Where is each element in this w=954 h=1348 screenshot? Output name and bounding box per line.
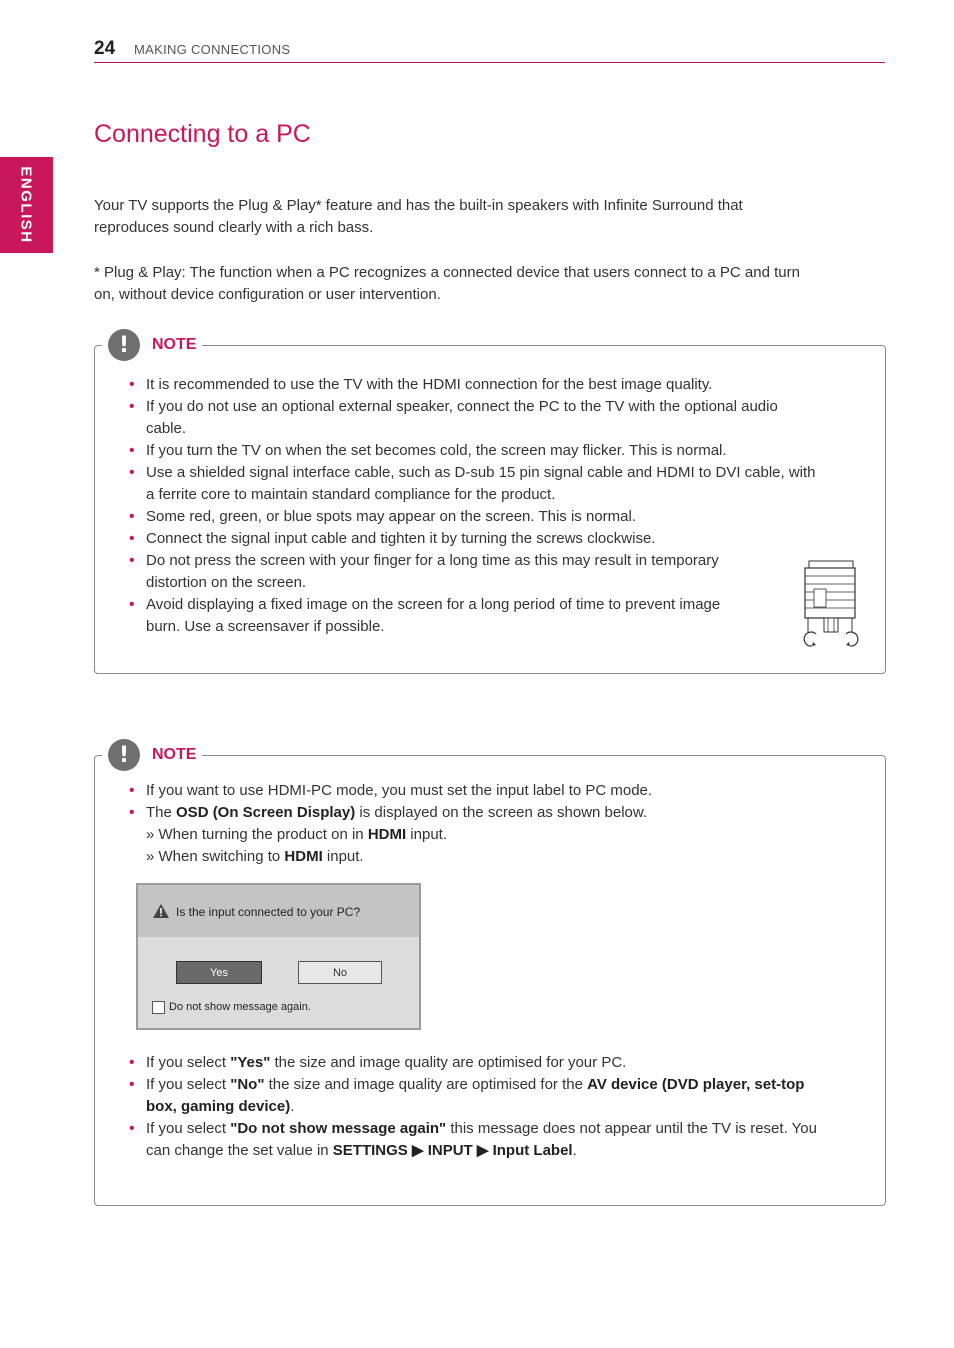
list-item [120, 440, 870, 462]
note-2-list-top [120, 780, 880, 868]
list-item-line: • It is recommended to use the TV with the HDMI connection for the best image quality. [146, 376, 713, 393]
exclamation-icon: ! [108, 329, 140, 361]
header-divider [94, 62, 885, 63]
exclamation-icon: ! [108, 739, 140, 771]
list-item-line: • Connect the signal input cable and tighten it by turning the screws clockwise. [146, 530, 656, 547]
list-item [120, 396, 870, 440]
note-label: NOTE [152, 746, 197, 763]
footnote-line: on, without device configuration or user intervention. [94, 286, 441, 303]
list-item [120, 374, 870, 396]
list-item-line: • Avoid displaying a fixed image on the screen for a long period of time to prevent image [146, 596, 721, 613]
yes-button[interactable]: Yes [176, 961, 262, 984]
sub-item: » When turning the product on in HDMI input. [146, 826, 448, 843]
list-item [120, 528, 870, 550]
note-1-list [120, 374, 870, 638]
list-item [120, 594, 870, 638]
list-item-line: cable. [146, 420, 187, 437]
list-item: • If you select "No" the size and image quality are optimised for the AV device (DVD player, set-top box, gaming device). [120, 1074, 880, 1118]
list-item [120, 550, 870, 594]
no-button[interactable]: No [298, 961, 382, 984]
list-item-line: burn. Use a screensaver if possible. [146, 618, 385, 635]
list-item-line: • Some red, green, or blue spots may appear on the screen. This is normal. [146, 508, 636, 525]
page-number: 24 [94, 38, 116, 59]
note-label: NOTE [152, 336, 197, 353]
intro-paragraph [94, 195, 894, 239]
sub-item: » When switching to HDMI input. [146, 848, 364, 865]
footnote-paragraph [94, 262, 894, 306]
footnote-line: * Plug & Play: The function when a PC recognizes a connected device that users connect to a PC and turn [94, 264, 800, 281]
intro-line: reproduces sound clearly with a rich bass. [94, 219, 374, 236]
list-item: • If you select "Do not show message again" this message does not appear until the TV is reset. You can change the set value in SETTINGS ▶ INPUT ▶ Input Label. [120, 1118, 880, 1162]
list-item-line: • Do not press the screen with your finger for a long time as this may result in temporary [146, 552, 719, 569]
osd-question: Is the input connected to your PC? [176, 905, 361, 919]
list-item-line: • If you do not use an optional external speaker, connect the PC to the TV with the optional audio [146, 398, 778, 415]
language-tab-label: ENGLISH [17, 166, 35, 244]
intro-line: Your TV supports the Plug & Play* feature and has the built-in speakers with Infinite Surround that [94, 197, 743, 214]
list-item [120, 506, 870, 528]
list-item: • If you want to use HDMI-PC mode, you must set the input label to PC mode. [120, 780, 880, 802]
list-item-line: • If you turn the TV on when the set becomes cold, the screen may flicker. This is normal. [146, 442, 727, 459]
section-title: MAKING CONNECTIONS [134, 42, 291, 57]
warning-icon [153, 904, 169, 918]
list-item [120, 462, 870, 506]
list-item-line: a ferrite core to maintain standard compliance for the product. [146, 486, 556, 503]
note-2-list-bottom [120, 1052, 880, 1162]
list-item: • The OSD (On Screen Display) is displayed on the screen as shown below. [120, 802, 880, 824]
list-item-line: distortion on the screen. [146, 574, 307, 591]
note-header-2 [102, 739, 202, 771]
language-tab [0, 157, 53, 253]
note-header-1 [102, 329, 202, 361]
list-item: • If you select "Yes" the size and image quality are optimised for your PC. [120, 1052, 880, 1074]
page-title: Connecting to a PC [94, 120, 311, 148]
checkbox-label: Do not show message again. [169, 1001, 311, 1013]
do-not-show-checkbox[interactable] [152, 1001, 165, 1014]
osd-dialog [136, 883, 421, 1030]
d-sub-connector-icon [800, 558, 862, 650]
list-item-line: • Use a shielded signal interface cable, such as D-sub 15 pin signal cable and HDMI to DVI cable, with [146, 464, 816, 481]
